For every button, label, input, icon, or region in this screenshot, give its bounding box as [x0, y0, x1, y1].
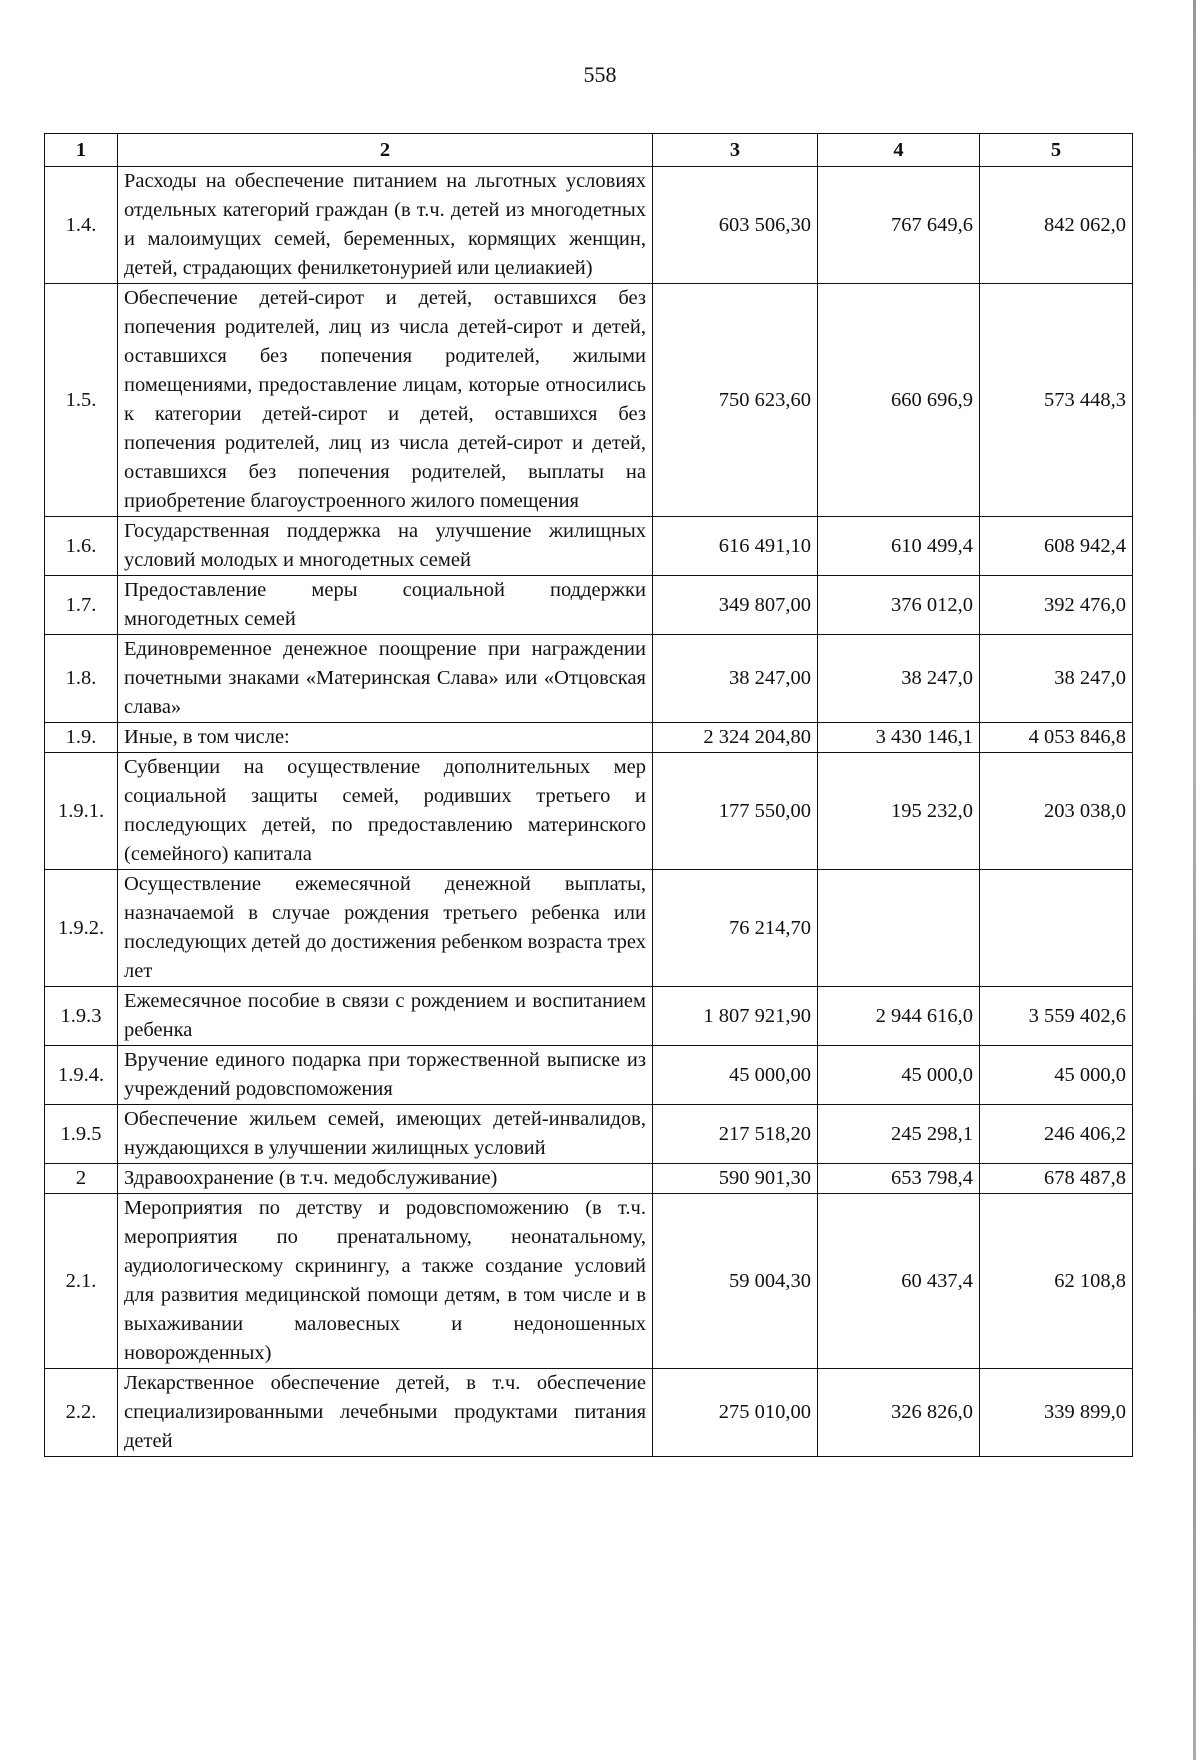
value-col-3: 275 010,00 [653, 1369, 818, 1457]
row-description: Единовременное денежное поощрение при награждении почетными знаками «Материнская Слава» или «Отцовская слава» [118, 635, 653, 723]
header-col-1: 1 [45, 134, 118, 167]
value-col-3: 616 491,10 [653, 517, 818, 576]
table-row [45, 870, 1133, 987]
value-col-5: 203 038,0 [980, 753, 1133, 870]
row-description: Мероприятия по детству и родовспоможению (в т.ч. мероприятия по пренатальному, неонатальному, аудиологическому скринингу, а также создание условий для развития медицинской помощи детям, в том числе и в выхаживании маловесных и недоношенных новорожденных) [118, 1194, 653, 1369]
row-description: Обеспечение жильем семей, имеющих детей-инвалидов, нуждающихся в улучшении жилищных условий [118, 1105, 653, 1164]
value-col-3: 76 214,70 [653, 870, 818, 987]
row-number: 1.8. [45, 635, 118, 723]
row-description: Осуществление ежемесячной денежной выплаты, назначаемой в случае рождения третьего ребенка или последующих детей до достижения ребенком возраста трех лет [118, 870, 653, 987]
row-description: Субвенции на осуществление дополнительных мер социальной защиты семей, родивших третьего и последующих детей, по предоставлению материнского (семейного) капитала [118, 753, 653, 870]
header-col-3: 3 [653, 134, 818, 167]
value-col-4: 376 012,0 [818, 576, 980, 635]
value-col-4: 38 247,0 [818, 635, 980, 723]
row-number: 1.5. [45, 284, 118, 517]
value-col-4: 195 232,0 [818, 753, 980, 870]
row-number: 2.1. [45, 1194, 118, 1369]
value-col-5: 4 053 846,8 [980, 723, 1133, 753]
value-col-3: 349 807,00 [653, 576, 818, 635]
table-header-row [45, 134, 1133, 167]
row-description: Здравоохранение (в т.ч. медобслуживание) [118, 1164, 653, 1194]
header-col-5: 5 [980, 134, 1133, 167]
value-col-3: 750 623,60 [653, 284, 818, 517]
value-col-3: 603 506,30 [653, 167, 818, 284]
row-number: 1.6. [45, 517, 118, 576]
table-row [45, 1369, 1133, 1457]
row-number: 1.9.2. [45, 870, 118, 987]
budget-table [44, 133, 1133, 1457]
row-number: 2 [45, 1164, 118, 1194]
value-col-4 [818, 870, 980, 987]
row-description: Предоставление меры социальной поддержки многодетных семей [118, 576, 653, 635]
value-col-3: 1 807 921,90 [653, 987, 818, 1046]
table-row [45, 753, 1133, 870]
value-col-4: 3 430 146,1 [818, 723, 980, 753]
value-col-5: 678 487,8 [980, 1164, 1133, 1194]
scan-edge-shadow [1193, 0, 1196, 1760]
row-description: Государственная поддержка на улучшение жилищных условий молодых и многодетных семей [118, 517, 653, 576]
header-col-4: 4 [818, 134, 980, 167]
row-description: Иные, в том числе: [118, 723, 653, 753]
value-col-3: 45 000,00 [653, 1046, 818, 1105]
row-number: 1.9.1. [45, 753, 118, 870]
table-row [45, 1194, 1133, 1369]
value-col-5: 339 899,0 [980, 1369, 1133, 1457]
value-col-5: 3 559 402,6 [980, 987, 1133, 1046]
value-col-4: 245 298,1 [818, 1105, 980, 1164]
value-col-4: 767 649,6 [818, 167, 980, 284]
value-col-5: 842 062,0 [980, 167, 1133, 284]
value-col-3: 59 004,30 [653, 1194, 818, 1369]
row-description: Обеспечение детей-сирот и детей, оставшихся без попечения родителей, лиц из числа детей-сирот и детей, оставшихся без попечения родителей, жилыми помещениями, предоставление лицам, которые относились к категории детей-сирот и детей, оставшихся без попечения родителей, лиц из числа детей-сирот и детей, оставшихся без попечения родителей, выплаты на приобретение благоустроенного жилого помещения [118, 284, 653, 517]
value-col-5: 45 000,0 [980, 1046, 1133, 1105]
value-col-4: 326 826,0 [818, 1369, 980, 1457]
value-col-5: 62 108,8 [980, 1194, 1133, 1369]
table-row [45, 284, 1133, 517]
row-number: 1.7. [45, 576, 118, 635]
row-number: 1.9.5 [45, 1105, 118, 1164]
row-number: 1.9.3 [45, 987, 118, 1046]
row-number: 1.9. [45, 723, 118, 753]
table-row [45, 1105, 1133, 1164]
value-col-4: 45 000,0 [818, 1046, 980, 1105]
value-col-5: 38 247,0 [980, 635, 1133, 723]
value-col-5: 392 476,0 [980, 576, 1133, 635]
table-row [45, 635, 1133, 723]
value-col-3: 38 247,00 [653, 635, 818, 723]
table-row [45, 987, 1133, 1046]
table-row [45, 167, 1133, 284]
row-description: Лекарственное обеспечение детей, в т.ч. обеспечение специализированными лечебными продуктами питания детей [118, 1369, 653, 1457]
value-col-5 [980, 870, 1133, 987]
table-row [45, 576, 1133, 635]
row-description: Ежемесячное пособие в связи с рождением и воспитанием ребенка [118, 987, 653, 1046]
row-number: 1.4. [45, 167, 118, 284]
value-col-3: 2 324 204,80 [653, 723, 818, 753]
value-col-5: 608 942,4 [980, 517, 1133, 576]
header-col-2: 2 [118, 134, 653, 167]
table-row [45, 1164, 1133, 1194]
row-description: Вручение единого подарка при торжественной выписке из учреждений родовспоможения [118, 1046, 653, 1105]
value-col-3: 590 901,30 [653, 1164, 818, 1194]
value-col-4: 653 798,4 [818, 1164, 980, 1194]
row-description: Расходы на обеспечение питанием на льготных условиях отдельных категорий граждан (в т.ч. детей из многодетных и малоимущих семей, беременных, кормящих женщин, детей, страдающих фенилкетонурией или целиакией) [118, 167, 653, 284]
value-col-4: 2 944 616,0 [818, 987, 980, 1046]
table-row [45, 517, 1133, 576]
row-number: 2.2. [45, 1369, 118, 1457]
table-row [45, 723, 1133, 753]
table-row [45, 1046, 1133, 1105]
value-col-5: 573 448,3 [980, 284, 1133, 517]
value-col-5: 246 406,2 [980, 1105, 1133, 1164]
value-col-4: 610 499,4 [818, 517, 980, 576]
value-col-3: 177 550,00 [653, 753, 818, 870]
value-col-3: 217 518,20 [653, 1105, 818, 1164]
row-number: 1.9.4. [45, 1046, 118, 1105]
page-number: 558 [583, 62, 617, 87]
value-col-4: 60 437,4 [818, 1194, 980, 1369]
value-col-4: 660 696,9 [818, 284, 980, 517]
